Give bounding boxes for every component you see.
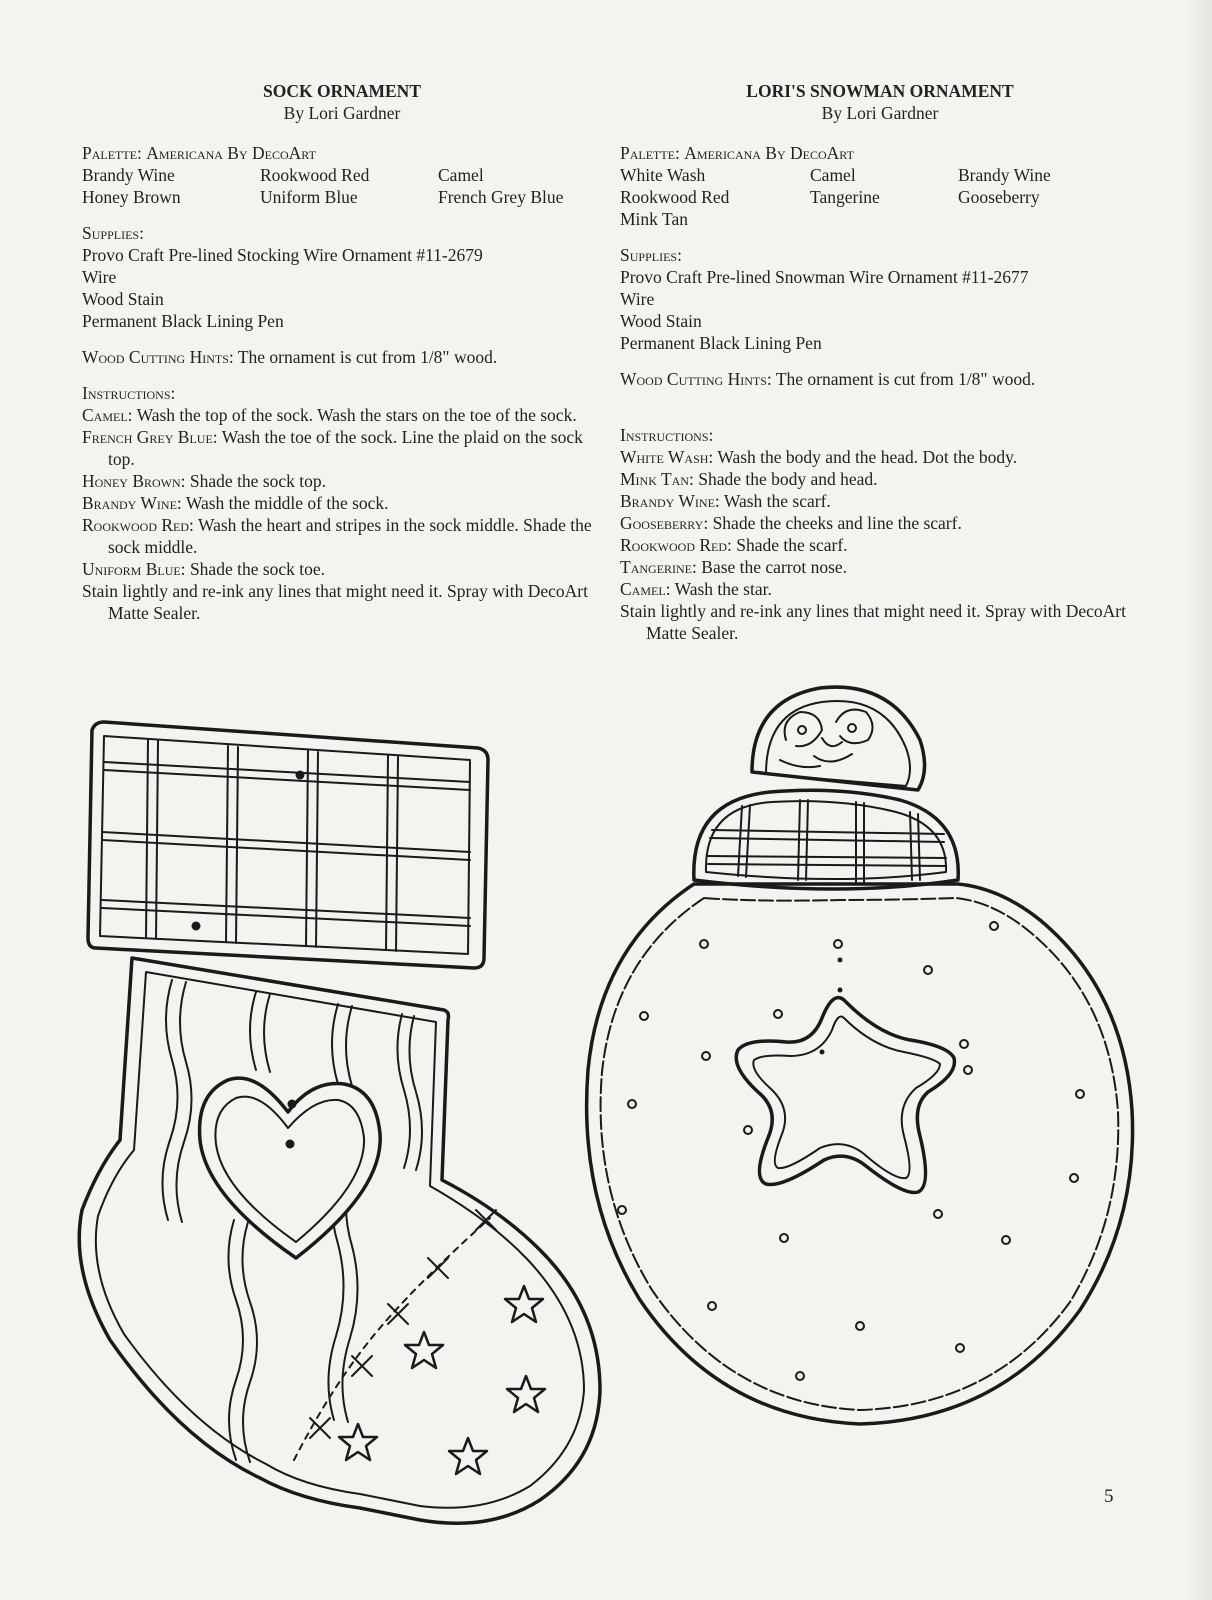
supply-item: Provo Craft Pre-lined Stocking Wire Ornament #11-2679 xyxy=(82,245,483,265)
palette-color: Rookwood Red xyxy=(260,165,370,185)
supplies-label: Supplies: xyxy=(620,245,682,265)
instruction-color: French Grey Blue: xyxy=(82,427,218,447)
instructions-label: Instructions: xyxy=(620,425,714,445)
instruction-color: Tangerine: xyxy=(620,557,697,577)
instruction-color: Brandy Wine: xyxy=(620,491,720,511)
instruction-text: Wash the heart and stripes in the sock middle. Shade the sock middle. xyxy=(108,515,592,557)
snowman-ornament-title: LORI'S SNOWMAN ORNAMENT xyxy=(746,81,1014,101)
instruction-text: Wash the middle of the sock. xyxy=(185,493,389,513)
snowman-head xyxy=(752,687,925,790)
palette-label: Palette: xyxy=(82,143,142,163)
palette-color: Rookwood Red xyxy=(620,187,730,207)
palette-color: Uniform Blue xyxy=(260,187,358,207)
supply-item: Wire xyxy=(82,267,117,287)
supply-item: Wood Stain xyxy=(620,311,702,331)
page-number: 5 xyxy=(1104,1486,1114,1507)
instruction-color: Uniform Blue: xyxy=(82,559,186,579)
snowman-face xyxy=(780,710,873,768)
palette-color: White Wash xyxy=(620,165,706,185)
hints-text: The ornament is cut from 1/8" wood. xyxy=(775,369,1036,389)
supply-item: Wire xyxy=(620,289,655,309)
palette-color: Camel xyxy=(810,165,856,185)
snowman-star xyxy=(736,998,954,1193)
instruction-text: Shade the scarf. xyxy=(736,535,848,555)
instruction-text: Base the carrot nose. xyxy=(701,557,848,577)
sock-cuff xyxy=(88,722,488,968)
instruction-text: Wash the top of the sock. Wash the stars on the toe of the sock. xyxy=(136,405,577,425)
sock-ornament-title: SOCK ORNAMENT xyxy=(263,81,421,101)
supplies-label: Supplies: xyxy=(82,223,144,243)
sock-body xyxy=(79,958,600,1523)
cuff-plaid-lines xyxy=(102,740,470,951)
instruction-color: Camel: xyxy=(82,405,133,425)
sock-ornament-byline: By Lori Gardner xyxy=(283,103,401,123)
hints-text: The ornament is cut from 1/8" wood. xyxy=(237,347,498,367)
toe-stars xyxy=(339,1286,545,1474)
palette-color: Brandy Wine xyxy=(958,165,1051,185)
instruction-color: Mink Tan: xyxy=(620,469,694,489)
instruction-text: Wash the body and the head. Dot the body. xyxy=(717,447,1018,467)
snowman-body-dots xyxy=(618,922,1084,1380)
instruction-text: Shade the cheeks and line the scarf. xyxy=(712,513,962,533)
palette-color: Tangerine xyxy=(810,187,880,207)
supply-item: Permanent Black Lining Pen xyxy=(82,311,284,331)
palette-brand: Americana By DecoArt xyxy=(146,143,316,163)
scan-edge-shadow xyxy=(1184,0,1212,1600)
snowman-ornament-pattern xyxy=(587,687,1133,1424)
palette-color: Gooseberry xyxy=(958,187,1040,207)
hints-label: Wood Cutting Hints: xyxy=(620,369,772,389)
instruction-color: Camel: xyxy=(620,579,671,599)
instruction-color: Rookwood Red: xyxy=(82,515,194,535)
instruction-color: Rookwood Red: xyxy=(620,535,732,555)
sock-ornament-pattern xyxy=(79,722,600,1523)
instruction-color: Brandy Wine: xyxy=(82,493,182,513)
band-plaid-lines xyxy=(708,800,946,883)
instruction-text: Wash the toe of the sock. Line the plaid on the sock top. xyxy=(108,427,583,469)
palette-color: Brandy Wine xyxy=(82,165,175,185)
supply-item: Wood Stain xyxy=(82,289,164,309)
instructions-label: Instructions: xyxy=(82,383,176,403)
instruction-text: Shade the body and head. xyxy=(698,469,878,489)
supply-item: Provo Craft Pre-lined Snowman Wire Ornament #11-2677 xyxy=(620,267,1029,287)
closing-note: Stain lightly and re-ink any lines that might need it. Spray with DecoArt Matte Sealer. xyxy=(82,581,588,623)
snowman-small-dots xyxy=(820,958,843,1055)
instruction-color: Gooseberry: xyxy=(620,513,709,533)
hints-label: Wood Cutting Hints: xyxy=(82,347,234,367)
instruction-text: Wash the star. xyxy=(674,579,772,599)
palette-color: Honey Brown xyxy=(82,187,181,207)
snowman-body xyxy=(587,884,1133,1424)
palette-brand: Americana By DecoArt xyxy=(684,143,854,163)
supply-item: Permanent Black Lining Pen xyxy=(620,333,822,353)
instruction-color: Honey Brown: xyxy=(82,471,186,491)
snowman-plaid-band xyxy=(694,790,958,889)
instruction-color: White Wash: xyxy=(620,447,714,467)
palette-color: Camel xyxy=(438,165,484,185)
palette-color: Mink Tan xyxy=(620,209,688,229)
instruction-text: Shade the sock toe. xyxy=(189,559,326,579)
instruction-text: Shade the sock top. xyxy=(189,471,327,491)
instruction-text: Wash the scarf. xyxy=(723,491,831,511)
snowman-ornament-byline: By Lori Gardner xyxy=(821,103,939,123)
closing-note: Stain lightly and re-ink any lines that might need it. Spray with DecoArt Matte Sealer. xyxy=(620,601,1126,643)
palette-label: Palette: xyxy=(620,143,680,163)
palette-color: French Grey Blue xyxy=(438,187,564,207)
